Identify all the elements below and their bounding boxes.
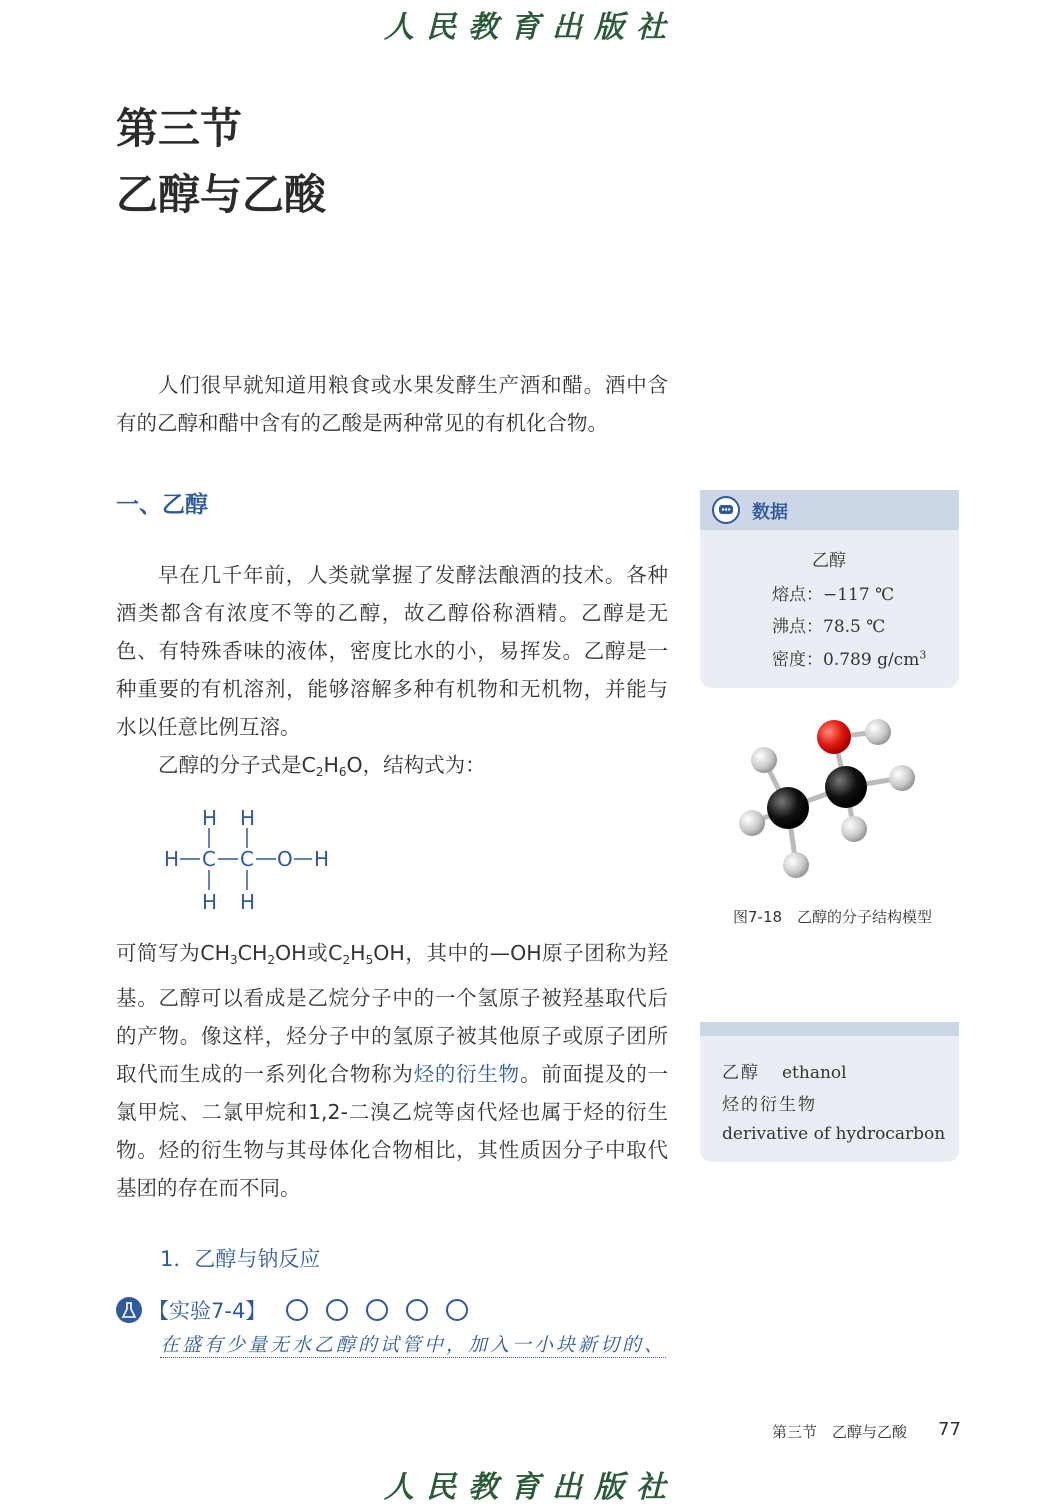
formula-prefix: 乙醇的分子式是C [158, 753, 316, 777]
formula-c-sub: 2 [315, 765, 324, 779]
glossary-row-3: derivative of hydrocarbon [722, 1124, 946, 1144]
data-box [700, 490, 959, 688]
ethanol-description: 早在几千年前，人类就掌握了发酵法酿酒的技术。各种酒类都含有浓度不等的乙醇，故乙醇俗称酒精。乙醇是无色、有特殊香味的液体，密度比水的小，易挥发。乙醇是一种重要的有机溶剂，能够溶解多种有机物和无机物，并能与水以任意比例互溶。 [116, 563, 668, 739]
term-hydrocarbon-derivative: 烃的衍生物 [413, 1062, 520, 1086]
formula-line [116, 746, 668, 791]
p2-j: 。前面提及的一氯甲烷、二氯甲烷和1,2-二溴乙烷等卤代烃也属于烃的衍生物。烃的衍生物与其母体化合物相比，其性质因分子中取代基团的存在而不同。 [116, 1062, 669, 1200]
p2-e: OH或C [275, 941, 343, 965]
subheading-sodium-reaction: 1．乙醇与钠反应 [160, 1247, 321, 1271]
struct-h-top-2: H [240, 806, 256, 830]
experiment-text: 在盛有少量无水乙醇的试管中，加入一小块新切的、 [160, 1330, 666, 1358]
bp-label: 沸点： [772, 617, 823, 637]
data-box-title: 数据 [752, 502, 788, 523]
density-value: 0.789 g/cm [823, 650, 920, 670]
section-number: 第三节 [116, 104, 243, 153]
struct-c-1: C [202, 847, 216, 871]
glossary-box [700, 1022, 959, 1162]
ethanol-molecule-model [730, 705, 930, 895]
bp-value: 78.5 ℃ [823, 617, 886, 637]
p2-b: 3 [229, 953, 238, 967]
struct-h-bottom-1: H [202, 890, 218, 914]
p2-f: 2 [342, 953, 351, 967]
speech-bubble-icon [712, 496, 740, 524]
struct-h-bottom-2: H [240, 890, 256, 914]
p2-g: H [350, 941, 366, 965]
p2-h: 5 [365, 953, 374, 967]
p2-d: 2 [267, 953, 275, 967]
heating-icon [326, 1299, 348, 1321]
footer-section: 第三节 乙醇与乙酸 [772, 1423, 908, 1441]
flask-icon [116, 1297, 142, 1323]
page-number: 77 [938, 1419, 961, 1440]
molecule-model-image [730, 705, 930, 895]
density [772, 645, 926, 670]
mp-label: 熔点： [772, 585, 823, 605]
experiment-header [116, 1294, 468, 1326]
wash-hands-icon [446, 1299, 468, 1321]
sharp-object-icon [406, 1299, 428, 1321]
mp-value: −117 ℃ [823, 585, 895, 605]
data-compound-name: 乙醇 [812, 551, 846, 571]
ethanol-paragraph-2 [116, 934, 668, 1207]
section-title: 乙醇与乙酸 [116, 170, 327, 219]
formula-h: H [323, 753, 339, 777]
glossary-ethanol-cn: 乙醇 [722, 1063, 760, 1083]
p2-i: OH，其中的—OH原子团称为羟基。乙醇可以看成是乙烷分子中的一个氢原子被羟基取代后的产物。像这样，烃分子中的氢原子被其他原子或原子团所取代而生成的一系列化合物称为 [116, 941, 668, 1086]
struct-o: O [277, 847, 293, 871]
melting-point [772, 580, 894, 605]
intro-text: 人们很早就知道用粮食或水果发酵生产酒和醋。酒中含有的乙醇和醋中含有的乙酸是两种常见的有机化合物。 [116, 373, 668, 435]
figure-caption: 图7-18 乙醇的分子结构模型 [733, 908, 933, 926]
glossary-row-1 [722, 1058, 847, 1083]
ethanol-paragraph-1 [116, 556, 668, 791]
structural-formula [160, 800, 340, 920]
struct-c-2: C [240, 847, 254, 871]
goggles-icon [286, 1299, 308, 1321]
formula-h-sub: 6 [338, 765, 347, 779]
glossary-box-header [700, 1022, 959, 1036]
struct-h-left: H [164, 847, 180, 871]
p2-c: CH [237, 941, 268, 965]
intro-paragraph [116, 366, 668, 442]
publisher-logo-bottom: 人民教育出版社 [384, 1470, 678, 1505]
struct-h-top-1: H [202, 806, 218, 830]
struct-h-right: H [314, 847, 330, 871]
boiling-point [772, 612, 885, 637]
experiment-label: 【实验7-4】 [148, 1299, 267, 1323]
data-box-header [700, 490, 959, 530]
glossary-ethanol-en: ethanol [782, 1063, 847, 1083]
p2-a: 可简写为CH [116, 941, 230, 965]
glossary-row-2: 烃的衍生物 [722, 1095, 817, 1115]
heading-ethanol: 一、乙醇 [116, 492, 208, 518]
density-exp: 3 [919, 648, 927, 662]
density-label: 密度： [772, 650, 823, 670]
publisher-logo-top: 人民教育出版社 [384, 10, 678, 45]
flame-warning-icon [366, 1299, 388, 1321]
derivative-paragraph [116, 934, 668, 1207]
formula-suffix: O，结构式为： [346, 753, 486, 777]
